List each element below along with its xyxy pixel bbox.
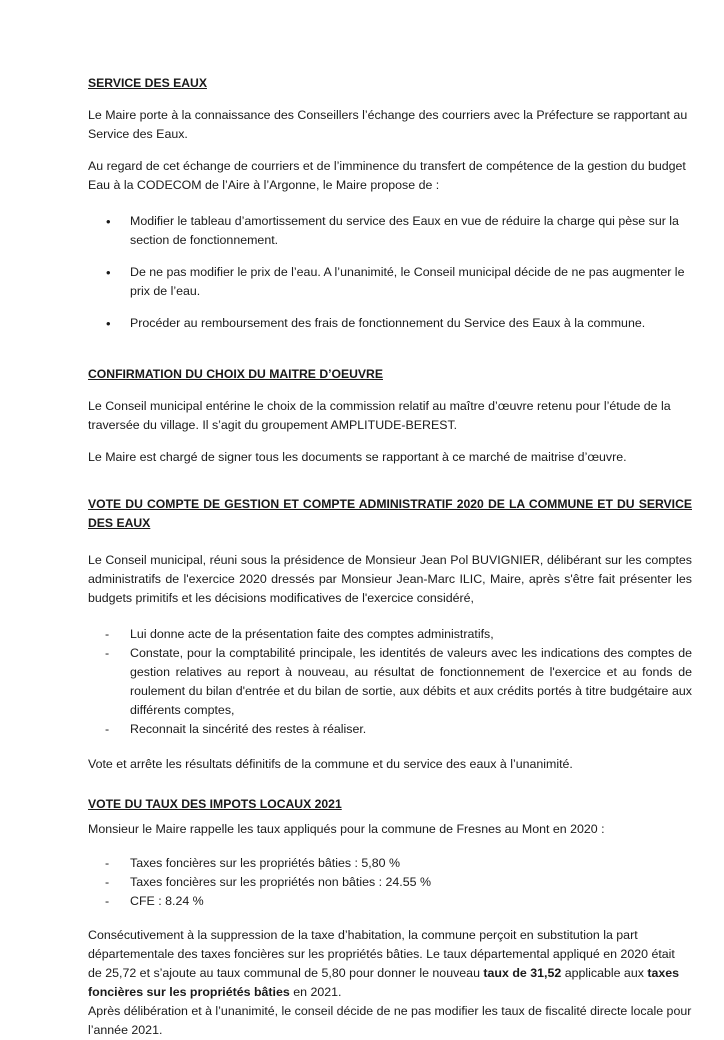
list-item: - Lui donne acte de la présentation faite des comptes administratifs, bbox=[88, 625, 692, 644]
dash-icon: - bbox=[105, 627, 110, 641]
paragraph: Après délibération et à l’unanimité, le conseil décide de ne pas modifier les taux de fiscalité directe locale pour l’année 2021. bbox=[88, 1004, 692, 1037]
paragraph: Le Maire est chargé de signer tous les documents se rapportant à ce marché de maitrise d’œuvre. bbox=[88, 450, 627, 464]
dash-icon: - bbox=[105, 646, 110, 660]
bullet-icon: • bbox=[106, 214, 111, 229]
dash-icon: - bbox=[105, 894, 110, 908]
emphasis: taux de 31,52 bbox=[483, 966, 562, 980]
document-page bbox=[88, 66, 692, 1040]
paragraph: Vote et arrête les résultats définitifs de la commune et du service des eaux à l’unanimité. bbox=[88, 757, 573, 771]
list-item: • Procéder au remboursement des frais de fonctionnement du Service des Eaux à la commune. bbox=[106, 316, 646, 331]
dash-list bbox=[88, 854, 692, 911]
paragraph: Au regard de cet échange de courriers et de l’imminence du transfert de compétence de la gestion du budget Eau à la CODECOM de l’Aire à l’Argonne, le Maire propose de : bbox=[88, 159, 686, 192]
section-title-impots: VOTE DU TAUX DES IMPOTS LOCAUX 2021 bbox=[88, 797, 342, 811]
list-item: - Taxes foncières sur les propriétés bâties : 5,80 % bbox=[88, 854, 692, 873]
list-item: - Reconnait la sincérité des restes à réaliser. bbox=[88, 720, 692, 739]
paragraph: Le Conseil municipal, réuni sous la présidence de Monsieur Jean Pol BUVIGNIER, délibérant sur les comptes administratifs de l'exercice 2020 dressés par Monsieur Jean-Marc ILIC, Maire, après s'être fait présenter les budgets primitifs et les décisions modificatives de l'exercice considéré, bbox=[88, 553, 692, 605]
dash-list bbox=[88, 625, 692, 739]
dash-icon: - bbox=[105, 722, 110, 736]
list-item: • De ne pas modifier le prix de l’eau. A l’unanimité, le Conseil municipal décide de ne pas augmenter le prix de l’eau. bbox=[106, 265, 685, 298]
section-title-maitre-oeuvre: CONFIRMATION DU CHOIX DU MAITRE D’OEUVRE bbox=[88, 367, 383, 381]
emphasis: taxes foncières sur les propriétés bâties bbox=[88, 966, 680, 999]
bullet-icon: • bbox=[106, 316, 111, 331]
paragraph: Consécutivement à la suppression de la taxe d’habitation, la commune perçoit en substitution la part départementale des taxes foncières sur les propriétés bâties. Le taux départemental appliqué en 2020 était de 25,72 et s’ajoute au taux communal de 5,80 pour donner le nouveau taux de 31,52 applicable aux taxes foncières sur les propriétés bâties en 2021. bbox=[88, 928, 680, 999]
list-item: • Modifier le tableau d’amortissement du service des Eaux en vue de réduire la charge qui pèse sur la section de fonctionnement. bbox=[106, 214, 679, 247]
list-item: - CFE : 8.24 % bbox=[88, 892, 692, 911]
bullet-icon: • bbox=[106, 265, 111, 280]
paragraph: Monsieur le Maire rappelle les taux appliqués pour la commune de Fresnes au Mont en 2020 : bbox=[88, 822, 605, 836]
section-title-compte-gestion: VOTE DU COMPTE DE GESTION ET COMPTE ADMINISTRATIF 2020 DE LA COMMUNE ET DU SERVICE DES EAUX bbox=[88, 497, 692, 530]
paragraph: Le Conseil municipal entérine le choix de la commission relatif au maître d’œuvre retenu pour l’étude de la traversée du village. Il s’agit du groupement AMPLITUDE-BEREST. bbox=[88, 399, 671, 432]
dash-icon: - bbox=[105, 875, 110, 889]
paragraph: Le Maire porte à la connaissance des Conseillers l’échange des courriers avec la Préfecture se rapportant au Service des Eaux. bbox=[88, 108, 688, 141]
list-item: - Taxes foncières sur les propriétés non bâties : 24.55 % bbox=[88, 873, 692, 892]
list-item: - Constate, pour la comptabilité principale, les identités de valeurs avec les indications des comptes de gestion relatives au report à nouveau, au résultat de fonctionnement de l'exercice et au fonds de roulement du bilan d'entrée et du bilan de sortie, aux débits et aux crédits portés à titre budgétaire aux différents comptes, bbox=[105, 646, 692, 717]
dash-icon: - bbox=[105, 856, 110, 870]
section-title-service-eaux: SERVICE DES EAUX bbox=[88, 76, 207, 90]
bullet-list bbox=[88, 212, 692, 333]
